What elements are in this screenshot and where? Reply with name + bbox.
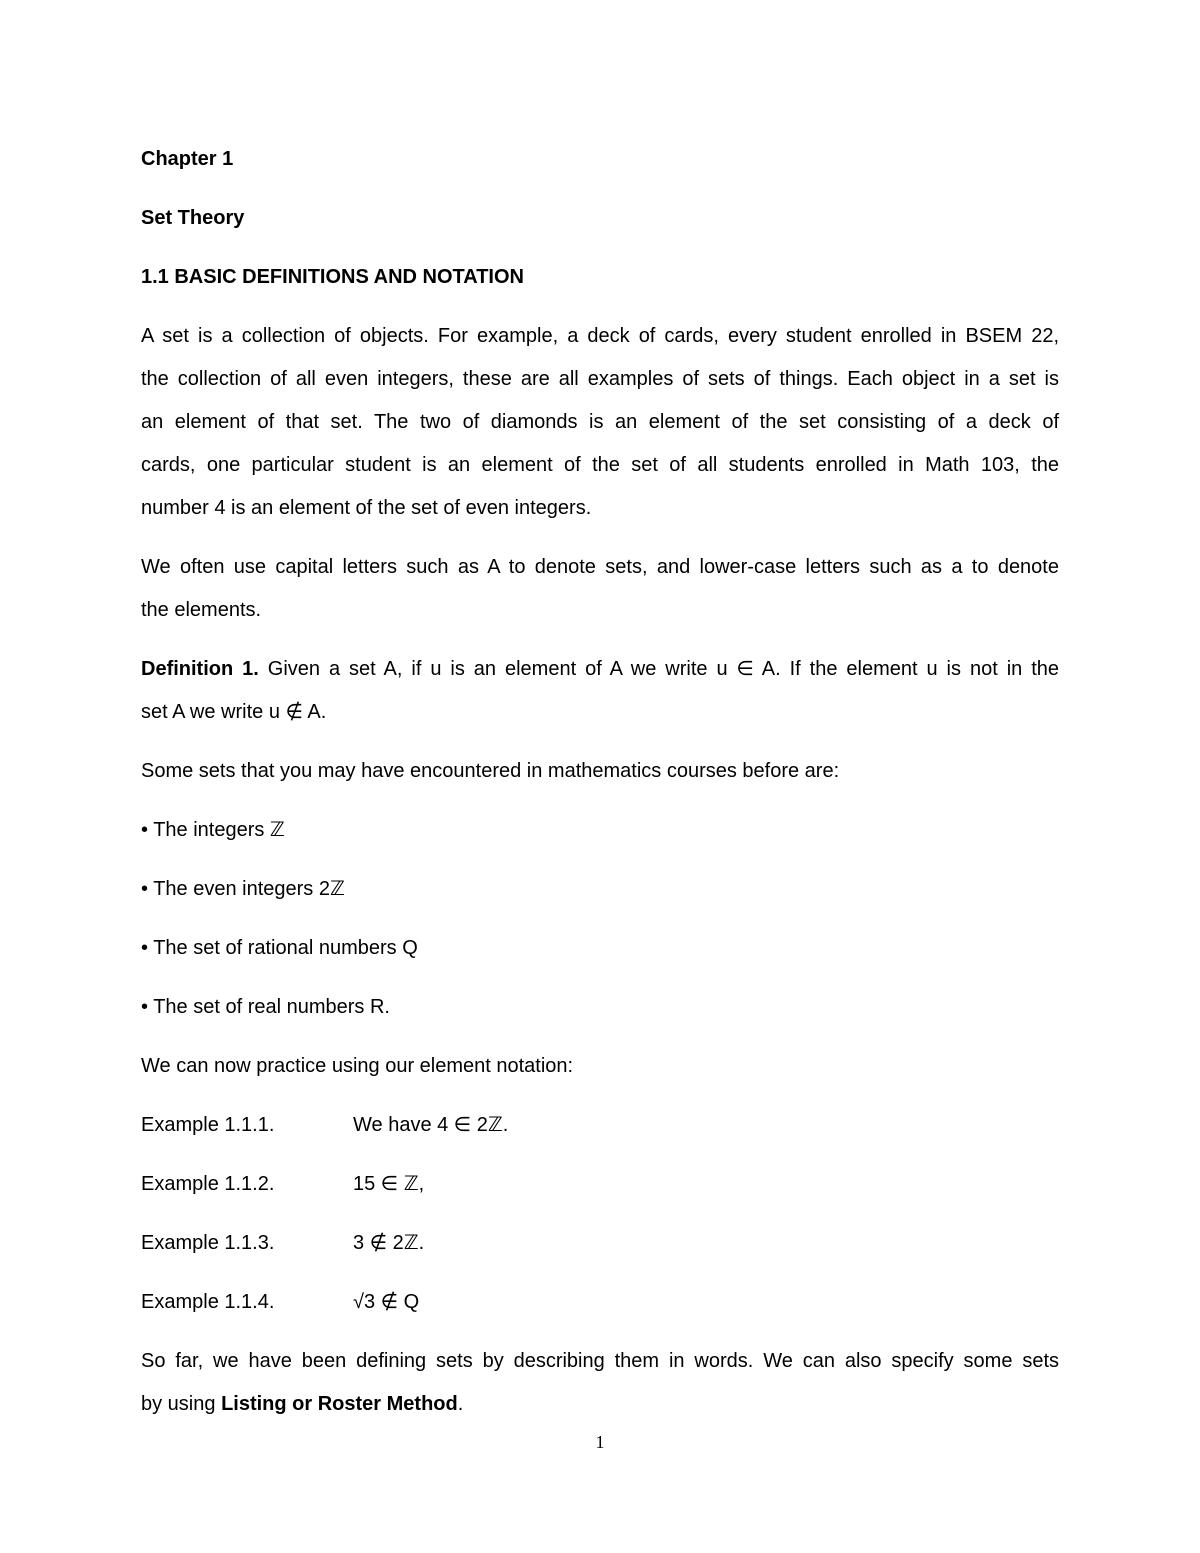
intro-line: an element of that set. The two of diamonds is an element of the set consisting of a deck of xyxy=(141,411,1059,433)
section-heading: 1.1 BASIC DEFINITIONS AND NOTATION xyxy=(141,266,524,288)
bullet-item: • The set of real numbers R. xyxy=(141,996,390,1018)
example-label: Example 1.1.3. xyxy=(141,1232,275,1254)
example-body: √3 ∉ Q xyxy=(353,1291,420,1313)
example-row xyxy=(141,1163,1059,1206)
notation-paragraph xyxy=(141,546,1059,632)
definition-line: set A we write u ∉ A. xyxy=(141,701,327,723)
bullet-item: • The set of rational numbers Q xyxy=(141,937,418,959)
example-label: Example 1.1.2. xyxy=(141,1173,275,1195)
example-row xyxy=(141,1281,1059,1324)
sets-intro: Some sets that you may have encountered in mathematics courses before are: xyxy=(141,760,840,782)
notation-line: We often use capital letters such as A to denote sets, and lower-case letters such as a to denote xyxy=(141,556,1059,578)
example-body: 3 ∉ 2ℤ. xyxy=(353,1232,425,1254)
example-body: We have 4 ∈ 2ℤ. xyxy=(353,1114,509,1136)
bullet-item: • The integers ℤ xyxy=(141,819,285,841)
notation-line: the elements. xyxy=(141,599,262,621)
example-row xyxy=(141,1222,1059,1265)
closing-line xyxy=(141,1383,1059,1426)
definition-label: Definition 1. xyxy=(141,658,259,680)
definition-paragraph xyxy=(141,648,1059,734)
closing-suffix: . xyxy=(457,1393,464,1415)
page-number: 1 xyxy=(595,1432,605,1452)
definition-line xyxy=(141,648,1059,691)
intro-line: cards, one particular student is an element of the set of all students enrolled in Math 103, the xyxy=(141,454,1059,476)
example-label: Example 1.1.4. xyxy=(141,1291,275,1313)
closing-line: So far, we have been defining sets by describing them in words. We can also specify some sets xyxy=(141,1350,1059,1372)
intro-line: A set is a collection of objects. For example, a deck of cards, every student enrolled in BSEM 22, xyxy=(141,325,1059,347)
chapter-title: Set Theory xyxy=(141,207,245,229)
example-row xyxy=(141,1104,1059,1147)
closing-prefix: by using xyxy=(141,1393,222,1415)
closing-paragraph xyxy=(141,1340,1059,1426)
roster-method-term: Listing or Roster Method xyxy=(221,1393,458,1415)
chapter-heading: Chapter 1 xyxy=(141,148,234,170)
page-content xyxy=(141,138,1059,1442)
intro-line: number 4 is an element of the set of even integers. xyxy=(141,497,592,519)
definition-text: Given a set A, if u is an element of A we write u ∈ A. If the element u is not in the xyxy=(258,658,1059,680)
practice-intro: We can now practice using our element notation: xyxy=(141,1055,574,1077)
example-label: Example 1.1.1. xyxy=(141,1114,275,1136)
example-body: 15 ∈ ℤ, xyxy=(353,1173,425,1195)
intro-paragraph xyxy=(141,315,1059,530)
bullet-item: • The even integers 2ℤ xyxy=(141,878,345,900)
intro-line: the collection of all even integers, these are all examples of sets of things. Each object in a set is xyxy=(141,368,1059,390)
